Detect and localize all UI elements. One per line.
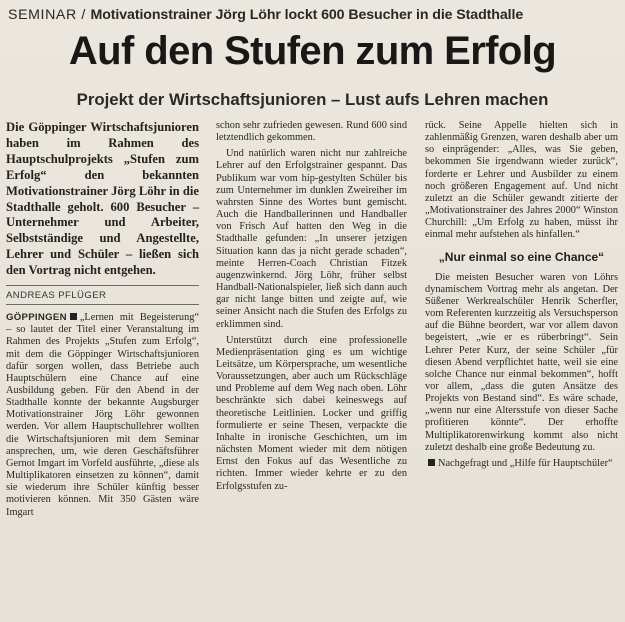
topic-line: Motivationstrainer Jörg Löhr lockt 600 Besucher in die Stadthalle xyxy=(90,7,524,23)
column-2-body xyxy=(216,120,407,493)
subheadline: Projekt der Wirtschaftsjunioren – Lust aufs Lehren machen xyxy=(76,90,549,109)
column-3-paragraph-2: Die meisten Besucher waren von Löhrs dynamischem Vortrag mehr als angetan. Der Süßener Werkrealschüler Henrik Scherfler, vom Referenten kurzzeitig als Versuchsperson auf die Bühne beordert, war vor allem davon begeistert, „wie er es rüberbringt“. Sein Lehrer Peter Kurz, der seine Schüler „für diesen Abend verpflichtet hatte, weil sie eine solche Chance nur einmal bekommen“, hofft vor allem, „dass die guten Ansätze des Projekts von Bestand sind“. Es wäre schade, „wenn nur eine Altersstufe von dieser Sache profitieren könnte“. Der erhoffte Multiplikatorenwirkung kommt also nicht zuletzt deshalb eine große Bedeutung zu. xyxy=(425,271,618,453)
column-1-text: „Lernen mit Begeisterung“ – so lautet der Titel einer Veranstaltung im Rahmen des Projekts „Stufen zum Erfolg“, mit dem die Göppinger Wirtschaftsjunioren dafür sorgen wollen, dass Betriebe auch Hauptschülern eine Chance auf eine Ausbildung geben. Für den Abend in der Stadthalle konnte der bekannte Augsburger Motivationstrainer Jörg Löhr gewonnen werden. Vor allem Hauptschullehrer wollten die Wirtschaftsjunioren mit dem Seminar ansprechen, um, wie deren Geschäftsführer Gernot Imgart im Vorfeld ausführte, „diese als Multiplikatoren einsetzen zu können“, damit sie wiederum ihre Schüler künftig besser motivieren können. Mit 350 Gästen wäre Imgart xyxy=(6,312,199,518)
crosshead: „Nur einmal so eine Chance“ xyxy=(438,249,605,264)
column-3-body xyxy=(425,120,618,242)
column-2-paragraph-2: Und natürlich waren nicht nur zahlreiche Lehrer auf den Erfolgstrainer gespannt. Das Publikum war vom hip-gestylten Schüler bis zum Unternehmer im dunklen Zweireiher im wahrsten Sinne des Wortes bunt gemischt. Auch die Handballerinnen und Handballer von Frisch Auf hatten den Weg in die Stadthalle gefunden: „In unserer jetzigen Situation kann das ja nicht gerade schaden“, meinte Herren-Coach Christian Fitzek augenzwinkernd. Jörg Löhr, früher selbst Handball-Nationalspieler, ließ sich dann auch gar nicht lange bitten und zeigte auf, wie seiner Ansicht nach die Stufen des Erfolgs zu erklimmen sind. xyxy=(216,148,407,330)
dateline: GÖPPINGEN xyxy=(6,312,67,324)
footer-note-line xyxy=(425,458,618,470)
column-2 xyxy=(216,120,407,493)
column-1 xyxy=(6,120,199,519)
column-1-body xyxy=(6,312,199,519)
footer-note: Nachgefragt und „Hilfe für Hauptschüler“ xyxy=(438,457,613,469)
column-3-paragraph-1: rück. Seine Appelle hielten sich in zahlenmäßig Grenzen, waren deshalb aber um so einprägender: „Alles, was Sie geben, bekommen Sie irgendwann wieder zurück“, forderte er Lehrer und Ausbilder zu einem noch größeren Engagement auf. Und nicht zuletzt an die Schüler gewandt zitierte der „Motivationstrainer des Jahres 2000“ Winston Churchill: „Um Erfolg zu haben, müsst ihr einmal mehr aufstehen als hinfallen.“ xyxy=(425,120,618,241)
square-bullet-icon xyxy=(70,313,77,320)
square-bullet-icon xyxy=(428,459,435,466)
kicker-separator: / xyxy=(76,7,91,23)
author-byline: ANDREAS PFLÜGER xyxy=(6,285,199,305)
column-2-paragraph-3: Unterstützt durch eine professionelle Medienpräsentation ging es um wichtige Leitsätze, um Körpersprache, um wesentliche Voraussetzungen, aber auch um Rückschläge und Probleme auf dem Weg nach oben. Löhr beschränkte sich dabei keineswegs auf theoretische Leitlinien. Locker und griffig formulierte er seine Thesen, verpackte die Inhalte in ironische Geschichten, um im nächsten Moment wieder mit dem nötigen Ernst den Fokus auf das Wesentliche zu richten. Immer wieder kehrte er zu den Erfolgsstufen zu- xyxy=(216,334,407,492)
headline: Auf den Stufen zum Erfolg xyxy=(68,29,557,73)
section-label: SEMINAR xyxy=(8,7,77,23)
column-3-body-2 xyxy=(425,272,618,471)
column-3 xyxy=(425,120,618,470)
lead-paragraph: Die Göppinger Wirtschaftsjunioren haben im Rahmen des Hauptschulprojekts „Stufen zum Erfolg“ den bekannten Motivationstrainer Jörg Löhr in die Stadthalle geholt. 600 Besucher – Unternehmer und Arbeiter, Selbstständige und Angestellte, Lehrer und Schüler – ließen sich den Vortrag nicht entgehen. xyxy=(6,120,199,278)
column-2-paragraph-1: schon sehr zufrieden gewesen. Rund 600 sind letztendlich gekommen. xyxy=(216,120,407,144)
kicker-line xyxy=(8,6,618,24)
